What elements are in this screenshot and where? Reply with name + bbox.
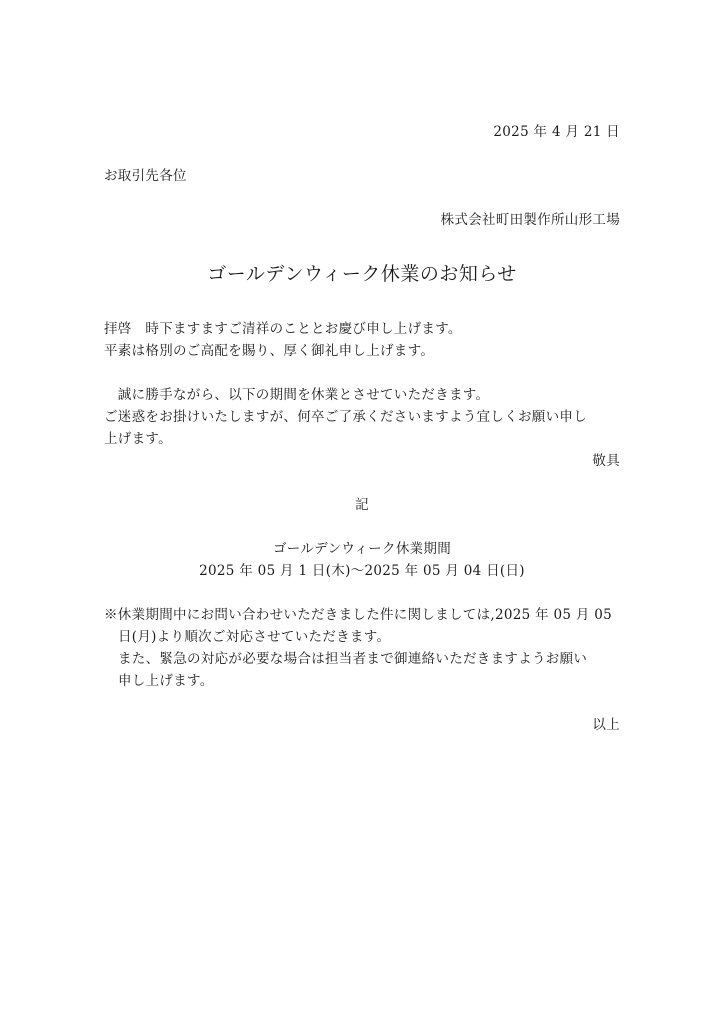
document-title: ゴールデンウィーク休業のお知らせ [207,263,517,285]
body-line-2: ご迷惑をお掛けいたしますが、何卒ご了承くださいますよう宜しくお願い申し [104,409,587,425]
recipient: お取引先各位 [104,168,187,184]
document-date: 2025 年 4 月 21 日 [493,124,620,140]
body-line-1: 誠に勝手ながら、以下の期間を休業とさせていただきます。 [104,387,490,403]
ki-heading: 記 [355,497,369,513]
period-label: ゴールデンウィーク休業期間 [272,541,452,557]
note-line-4: 申し上げます。 [118,673,214,689]
note-line-1: ※休業期間中にお問い合わせいただきました件に関しましては,2025 年 05 月 05 [104,607,613,623]
greeting-line-2: 平素は格別のご高配を賜り、厚く御礼申し上げます。 [104,343,435,359]
body-line-3: 上げます。 [104,431,172,447]
sender-company: 株式会社町田製作所山形工場 [440,212,620,228]
period-dates: 2025 年 05 月 1 日(木)～2025 年 05 月 04 日(日) [199,563,525,579]
greeting-line-1: 拝啓 時下ますますご清祥のこととお慶び申し上げます。 [104,321,462,337]
note-line-3: また、緊急の対応が必要な場合は担当者まで御連絡いただきますようお願い [118,651,588,667]
note-line-2: 日(月)より順次ご対応させていただきます。 [118,629,391,645]
closing-ijou: 以上 [592,717,620,733]
closing-keigu: 敬具 [592,453,620,469]
